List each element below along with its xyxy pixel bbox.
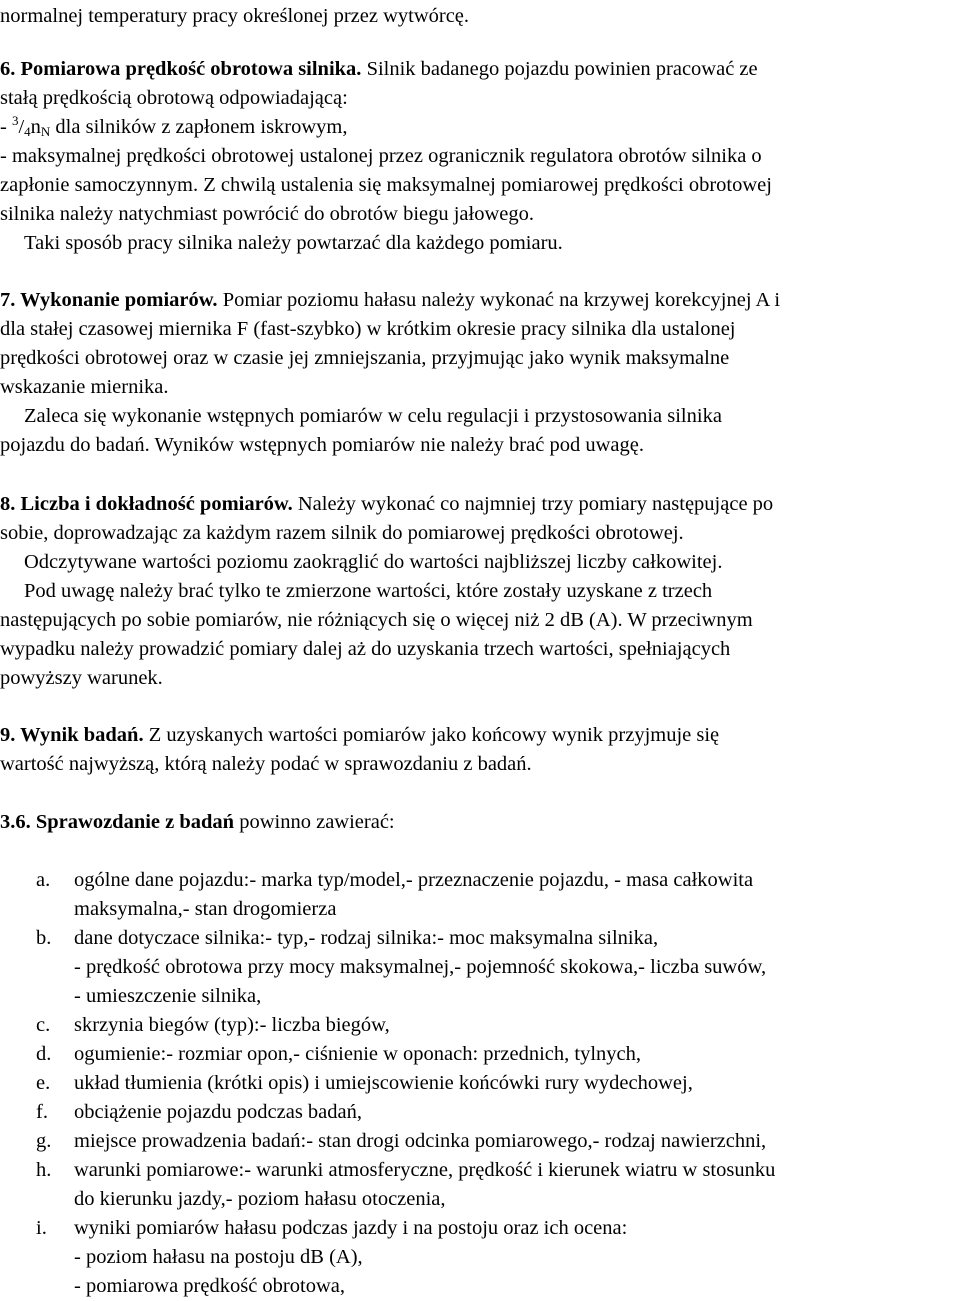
list-item-text: [74, 1069, 960, 1098]
text-line: - prędkość obrotowa przy mocy maksymalnej,- pojemność skokowa,- liczba suwów,: [74, 956, 767, 978]
text-line: Pod uwagę należy brać tylko te zmierzone wartości, które zostały uzyskane z trzech: [24, 580, 713, 602]
list-item-text: [74, 1011, 960, 1040]
list-item: [0, 1011, 960, 1040]
section-9: [0, 721, 960, 779]
list-marker: b.: [36, 927, 52, 949]
list-item-text: [74, 1214, 960, 1301]
list-marker: c.: [36, 1014, 51, 1036]
text-line: wartość najwyższą, którą należy podać w sprawozdaniu z badań.: [0, 753, 532, 775]
list-item-text: [74, 1098, 960, 1127]
text-line: wskazanie miernika.: [0, 376, 169, 398]
text-line: Odczytywane wartości poziomu zaokrąglić do wartości najbliższej liczby całkowitej.: [24, 551, 723, 573]
text-line: ogólne dane pojazdu:- marka typ/model,- przeznaczenie pojazdu, - masa całkowita: [74, 869, 754, 891]
section-heading: 6. Pomiarowa prędkość obrotowa silnika.: [0, 58, 362, 80]
list-marker: h.: [36, 1159, 52, 1181]
text-line: - maksymalnej prędkości obrotowej ustalonej przez ogranicznik regulatora obrotów silnika o: [0, 145, 762, 167]
section-heading: 9. Wynik badań.: [0, 724, 144, 746]
list-item-text: [74, 866, 960, 924]
section-8: [0, 490, 960, 693]
text-line: układ tłumienia (krótki opis) i umiejscowienie końcówki rury wydechowej,: [74, 1072, 693, 1094]
text-line: normalnej temperatury pracy określonej przez wytwórcę.: [0, 5, 470, 27]
report-contents-list: [0, 866, 960, 1301]
text-line: wypadku należy prowadzić pomiary dalej aż do uzyskania trzech wartości, spełniających: [0, 638, 731, 660]
list-item-text: [74, 1040, 960, 1069]
text-line: obciążenie pojazdu podczas badań,: [74, 1101, 363, 1123]
text-line: stałą prędkością obrotową odpowiadającą:: [0, 87, 348, 109]
text-line: powinno zawierać:: [234, 811, 395, 833]
text-line: dla stałej czasowej miernika F (fast-szybko) w krótkim okresie pracy silnika dla ustalonej: [0, 318, 736, 340]
list-item: [0, 1069, 960, 1098]
text-line: miejsce prowadzenia badań:- stan drogi odcinka pomiarowego,- rodzaj nawierzchni,: [74, 1130, 767, 1152]
list-marker: g.: [36, 1130, 52, 1152]
text-line: następujących po sobie pomiarów, nie różniących się o więcej niż 2 dB (A). W przeciwnym: [0, 609, 753, 631]
text-line: Pomiar poziomu hałasu należy wykonać na krzywej korekcyjnej A i: [217, 289, 781, 311]
text-line: warunki pomiarowe:- warunki atmosferyczne, prędkość i kierunek wiatru w stosunku: [74, 1159, 776, 1181]
text-line: - pomiarowa prędkość obrotowa,: [74, 1275, 345, 1297]
text-line: sobie, doprowadzając za każdym razem silnik do pomiarowej prędkości obrotowej.: [0, 522, 684, 544]
text-line: Silnik badanego pojazdu powinien pracować ze: [361, 58, 758, 80]
list-item-text: [74, 924, 960, 1011]
list-item: [0, 866, 960, 924]
list-item-text: [74, 1156, 960, 1214]
list-item: [0, 1214, 960, 1301]
list-item: [0, 924, 960, 1011]
text-line: skrzynia biegów (typ):- liczba biegów,: [74, 1014, 390, 1036]
text-line: pojazdu do badań. Wyników wstępnych pomiarów nie należy brać pod uwagę.: [0, 434, 644, 456]
list-marker: a.: [36, 869, 51, 891]
text-line: Należy wykonać co najmniej trzy pomiary następujące po: [292, 493, 774, 515]
list-marker: f.: [36, 1101, 48, 1123]
list-marker: i.: [36, 1217, 47, 1239]
section-6: [0, 55, 960, 258]
list-marker: e.: [36, 1072, 51, 1094]
section-heading: 7. Wykonanie pomiarów.: [0, 289, 218, 311]
list-item-text: [74, 1127, 960, 1156]
text-line: Taki sposób pracy silnika należy powtarzać dla każdego pomiaru.: [24, 232, 563, 254]
text-line: silnika należy natychmiast powrócić do obrotów biegu jałowego.: [0, 203, 535, 225]
text-line: ogumienie:- rozmiar opon,- ciśnienie w oponach: przednich, tylnych,: [74, 1043, 641, 1065]
text-line: wyniki pomiarów hałasu podczas jazdy i na postoju oraz ich ocena:: [74, 1217, 628, 1239]
section-heading: 8. Liczba i dokładność pomiarów.: [0, 493, 293, 515]
text-line: zapłonie samoczynnym. Z chwilą ustalenia się maksymalnej pomiarowej prędkości obrotowej: [0, 174, 772, 196]
text-line: prędkości obrotowej oraz w czasie jej zmniejszania, przyjmując jako wynik maksymalne: [0, 347, 730, 369]
text-line: - umieszczenie silnika,: [74, 985, 262, 1007]
text-line: - $^3/_4n_N$ dla silników z zapłonem iskrowym,: [0, 113, 348, 139]
text-line: dane dotyczace silnika:- typ,- rodzaj silnika:- moc maksymalna silnika,: [74, 927, 659, 949]
section-heading: 3.6. Sprawozdanie z badań: [0, 811, 235, 833]
list-marker: d.: [36, 1043, 52, 1065]
list-item: [0, 1098, 960, 1127]
text-line: Z uzyskanych wartości pomiarów jako końcowy wynik przyjmuje się: [143, 724, 720, 746]
text-line: maksymalna,- stan drogomierza: [74, 898, 337, 920]
text-line: - poziom hałasu na postoju dB (A),: [74, 1246, 363, 1268]
continuation-paragraph: [0, 2, 960, 31]
list-item: [0, 1040, 960, 1069]
section-3-6: [0, 808, 960, 837]
text-line: do kierunku jazdy,- poziom hałasu otoczenia,: [74, 1188, 446, 1210]
text-line: Zaleca się wykonanie wstępnych pomiarów w celu regulacji i przystosowania silnika: [24, 405, 722, 427]
text-line: powyższy warunek.: [0, 667, 163, 689]
list-item: [0, 1156, 960, 1214]
list-item: [0, 1127, 960, 1156]
section-7: [0, 286, 960, 460]
